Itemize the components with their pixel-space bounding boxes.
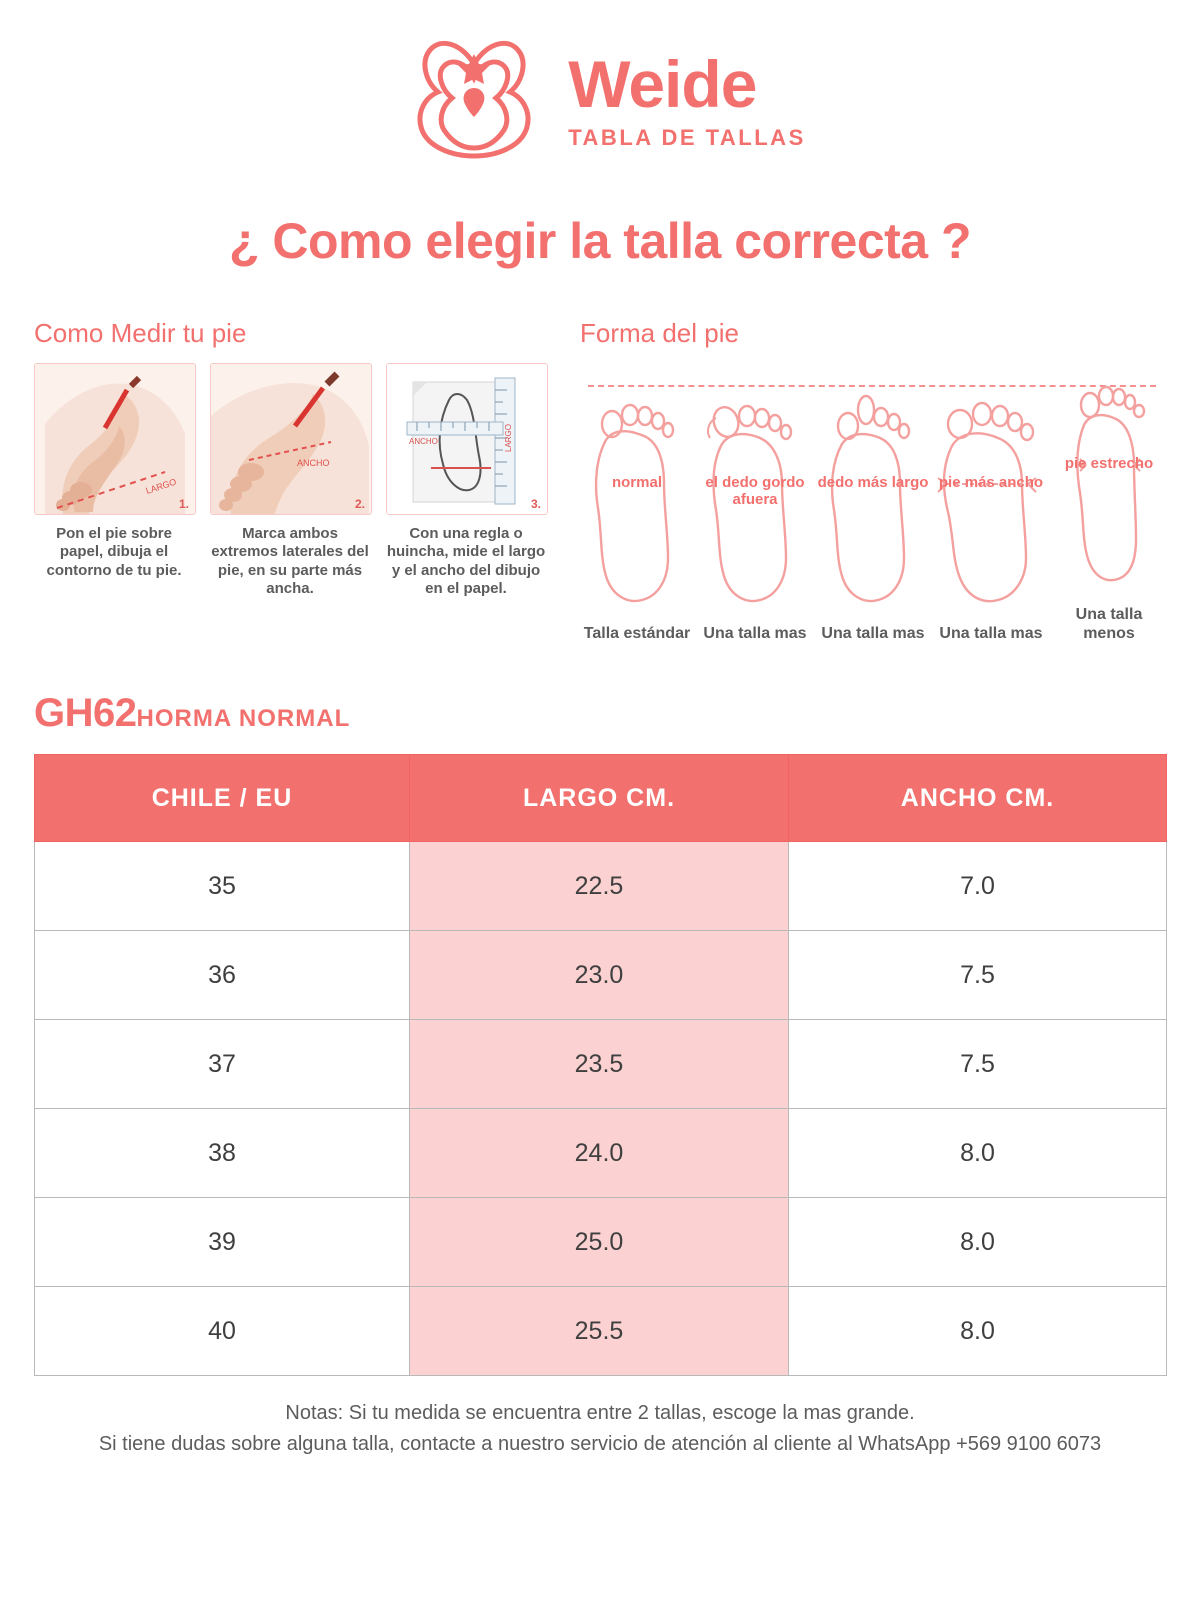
brand-header (0, 0, 1200, 168)
step-caption: Con una regla o huincha, mide el largo y el ancho del dibujo en el papel. (386, 525, 546, 597)
cell-length: 22.5 (410, 842, 789, 931)
cell-size: 37 (35, 1020, 410, 1109)
how-to-measure-title: Como Medir tu pie (34, 318, 247, 348)
cell-size: 39 (35, 1198, 410, 1287)
step-caption: Marca ambos extremos laterales del pie, en su parte más ancha. (211, 525, 369, 597)
column-header-size: CHILE / EU (35, 755, 410, 842)
cell-length: 23.0 (410, 931, 789, 1020)
measure-step (386, 363, 546, 598)
notes-line-2: Si tiene dudas sobre alguna talla, contacte a nuestro servicio de atención al cliente al WhatsApp +569 9100 6073 (98, 1433, 1102, 1456)
cell-width: 7.5 (789, 1020, 1167, 1109)
cell-size: 38 (35, 1109, 410, 1198)
measure-step (34, 363, 194, 598)
step-caption: Pon el pie sobre papel, dibuja el contorno de tu pie. (46, 525, 182, 579)
svg-text:ANCHO: ANCHO (297, 458, 330, 468)
step-number: 3. (530, 497, 541, 511)
foot-shape-label: pie estrecho (1064, 455, 1154, 472)
cell-length: 25.5 (410, 1287, 789, 1376)
foot-shape-caption: Una talla mas (703, 625, 807, 643)
cell-width: 8.0 (789, 1287, 1167, 1376)
foot-shape-item (816, 388, 930, 643)
table-row (35, 1287, 1167, 1376)
cell-size: 40 (35, 1287, 410, 1376)
cell-length: 25.0 (410, 1198, 789, 1287)
foot-width-marking-photo (210, 363, 372, 515)
model-description: HORMA NORMAL (136, 705, 351, 733)
foot-shape-long-toe-icon (816, 388, 930, 618)
brand-name: Weide (568, 47, 757, 121)
cell-length: 24.0 (410, 1109, 789, 1198)
notes-line-1: Notas: Si tu medida se encuentra entre 2 tallas, escoge la mas grande. (285, 1402, 915, 1425)
measure-steps (34, 363, 552, 598)
brand-subtitle: TABLA DE TALLAS (568, 125, 806, 150)
instructions-section (0, 318, 1200, 643)
foot-shape-label: el dedo gordo afuera (705, 474, 805, 509)
cell-width: 8.0 (789, 1198, 1167, 1287)
foot-shape-normal-icon (580, 388, 694, 618)
foot-shape-caption: Una talla menos (1075, 606, 1143, 643)
step-number: 1. (178, 497, 189, 511)
cell-size: 36 (35, 931, 410, 1020)
svg-text:LARGO: LARGO (144, 476, 178, 496)
foot-shape-item (580, 388, 694, 643)
ruler-measuring-paper-photo (386, 363, 548, 515)
table-row (35, 842, 1167, 931)
foot-shape-item (1052, 369, 1166, 643)
page-title: ¿ Como elegir la talla correcta ? (228, 213, 972, 269)
how-to-measure-column (34, 318, 552, 643)
column-header-length: LARGO CM. (410, 755, 789, 842)
cell-width: 7.0 (789, 842, 1167, 931)
foot-shape-label: pie más ancho (938, 474, 1044, 492)
table-row (35, 1198, 1167, 1287)
cell-length: 23.5 (410, 1020, 789, 1109)
cell-width: 7.5 (789, 931, 1167, 1020)
foot-shape-label: normal (611, 474, 662, 492)
foot-shape-title: Forma del pie (580, 318, 739, 348)
weide-swan-logo-icon (394, 28, 554, 168)
model-heading (34, 691, 1200, 736)
footer-notes (0, 1398, 1200, 1460)
foot-shape-caption: Una talla mas (939, 625, 1043, 643)
svg-text:ANCHO: ANCHO (409, 437, 438, 446)
foot-shape-caption: Una talla mas (821, 625, 925, 643)
foot-outline-drawing-photo (34, 363, 196, 515)
model-code: GH62 (34, 691, 137, 736)
cell-width: 8.0 (789, 1109, 1167, 1198)
table-row (35, 1109, 1167, 1198)
step-number: 2. (354, 497, 365, 511)
foot-shape-column (580, 318, 1166, 643)
table-row (35, 1020, 1167, 1109)
foot-shape-item (698, 388, 812, 643)
foot-shape-item (934, 388, 1048, 643)
svg-text:LARGO: LARGO (504, 423, 513, 452)
table-row (35, 931, 1167, 1020)
foot-shape-narrow-icon (1052, 369, 1166, 599)
column-header-width: ANCHO CM. (789, 755, 1167, 842)
foot-shape-big-toe-out-icon (698, 388, 812, 618)
foot-shapes (580, 363, 1166, 643)
table-header-row (35, 755, 1167, 842)
foot-shape-label: dedo más largo (817, 474, 929, 492)
measure-step (210, 363, 370, 598)
size-table (34, 754, 1167, 1376)
cell-size: 35 (35, 842, 410, 931)
foot-shape-caption: Talla estándar (583, 625, 691, 643)
foot-shape-wide-icon (934, 388, 1048, 618)
